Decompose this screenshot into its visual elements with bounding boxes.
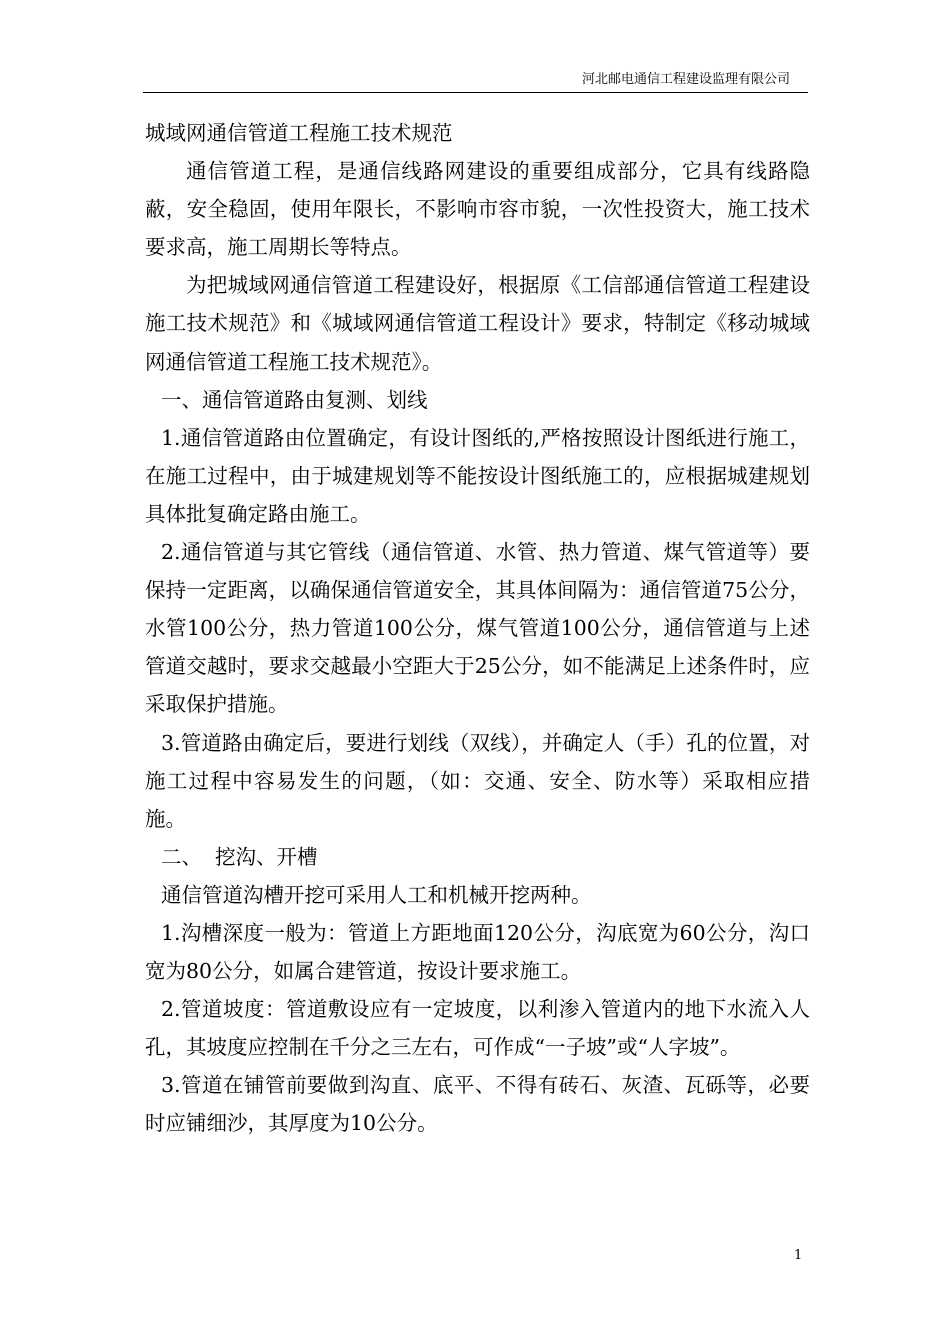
company-name: 河北邮电通信工程建设监理有限公司	[581, 72, 790, 87]
section-2-item-3: 3.管道在铺管前要做到沟直、底平、不得有砖石、灰渣、瓦砾等，必要时应铺细沙，其厚度为10公分。	[145, 1073, 810, 1136]
section-1-item-1: 1.通信管道路由位置确定，有设计图纸的,严格按照设计图纸进行施工，在施工过程中，由于城建规划等不能按设计图纸施工的，应根据城建规划具体批复确定路由施工。	[145, 425, 810, 526]
section-1-item-3: 3.管道路由确定后，要进行划线（双线），并确定人（手）孔的位置，对施工过程中容易发生的问题，（如：交通、安全、防水等）采取相应措施。	[145, 730, 810, 831]
section-1-item-2: 2.通信管道与其它管线（通信管道、水管、热力管道、煤气管道等）要保持一定距离，以确保通信管道安全，其具体间隔为：通信管道75公分，水管100公分，热力管道100公分，煤气管道100公分，通信管道与上述管道交越时，要求交越最小空距大于25公分，如不能满足上述条件时，应采取保护措施。	[145, 540, 810, 717]
section-2-item-2: 2.管道坡度：管道敷设应有一定坡度，以利渗入管道内的地下水流入人孔，其坡度应控制在千分之三左右，可作成“一子坡”或“人字坡”。	[145, 997, 810, 1060]
page-header	[143, 70, 808, 93]
section-1-heading: 一、通信管道路由复测、划线	[161, 387, 428, 412]
page-number: 1	[794, 1248, 803, 1263]
intro-paragraph-2: 为把城域网通信管道工程建设好，根据原《工信部通信管道工程建设施工技术规范》和《城域网通信管道工程设计》要求，特制定《移动城域网通信管道工程施工技术规范》。	[145, 273, 810, 374]
section-2-intro: 通信管道沟槽开挖可采用人工和机械开挖两种。	[161, 882, 592, 907]
intro-paragraph-1: 通信管道工程，是通信线路网建设的重要组成部分，它具有线路隐蔽，安全稳固，使用年限长，不影响市容市貌，一次性投资大，施工技术要求高，施工周期长等特点。	[145, 159, 810, 260]
document-title: 城域网通信管道工程施工技术规范	[145, 121, 453, 145]
section-2-item-1: 1.沟槽深度一般为：管道上方距地面120公分，沟底宽为60公分，沟口宽为80公分，如属合建管道，按设计要求施工。	[145, 920, 810, 984]
document-body	[145, 114, 810, 1143]
section-2-heading: 二、 挖沟、开槽	[161, 844, 318, 869]
